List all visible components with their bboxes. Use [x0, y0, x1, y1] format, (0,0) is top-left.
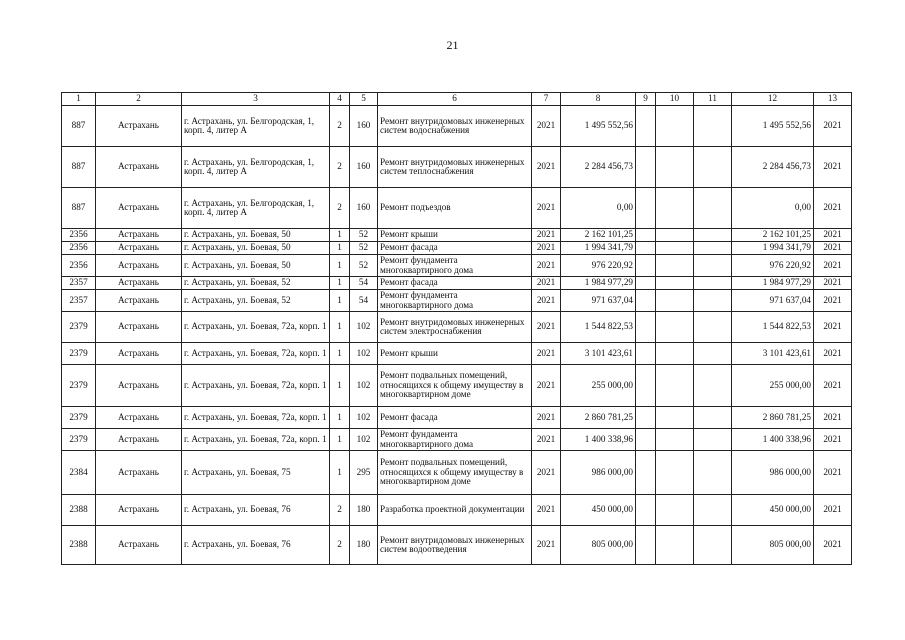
cell-year-end: 2021 [814, 290, 852, 312]
cell-col5: 102 [350, 429, 378, 451]
cell-col11 [694, 242, 732, 255]
cell-col11 [694, 106, 732, 147]
cell-col10 [656, 343, 694, 365]
cell-total: 971 637,04 [732, 290, 814, 312]
cell-col5: 180 [350, 526, 378, 565]
cell-work-type: Ремонт подвальных помещений, относящихся к общему имуществу в многоквартирном доме [378, 365, 532, 407]
cell-col4: 1 [330, 407, 350, 429]
cell-total: 1 495 552,56 [732, 106, 814, 147]
table-row [62, 229, 852, 242]
table-row [62, 407, 852, 429]
cell-year-end: 2021 [814, 365, 852, 407]
table-row [62, 495, 852, 526]
cell-year: 2021 [532, 106, 561, 147]
cell-col4: 1 [330, 277, 350, 290]
cell-municipality: Астрахань [96, 365, 182, 407]
cell-col10 [656, 290, 694, 312]
table-row [62, 526, 852, 565]
cell-col9 [636, 229, 656, 242]
cell-col4: 1 [330, 365, 350, 407]
cell-col11 [694, 526, 732, 565]
cell-total: 976 220,92 [732, 255, 814, 277]
column-number: 6 [378, 93, 532, 106]
cell-year-end: 2021 [814, 312, 852, 343]
cell-year-end: 2021 [814, 429, 852, 451]
cell-municipality: Астрахань [96, 255, 182, 277]
cell-address: г. Астрахань, ул. Белгородская, 1, корп. 4, литер А [182, 147, 330, 188]
cell-municipality: Астрахань [96, 526, 182, 565]
cell-col4: 1 [330, 343, 350, 365]
cell-year-end: 2021 [814, 106, 852, 147]
cell-col10 [656, 451, 694, 495]
cell-address: г. Астрахань, ул. Боевая, 75 [182, 451, 330, 495]
cell-year: 2021 [532, 312, 561, 343]
table-row [62, 290, 852, 312]
cell-year: 2021 [532, 429, 561, 451]
page-number: 21 [446, 38, 459, 52]
cell-municipality: Астрахань [96, 188, 182, 229]
cell-year-end: 2021 [814, 451, 852, 495]
cell-col5: 54 [350, 277, 378, 290]
cell-col4: 2 [330, 106, 350, 147]
cell-total: 2 284 456,73 [732, 147, 814, 188]
cell-municipality: Астрахань [96, 451, 182, 495]
cell-work-type: Ремонт внутридомовых инженерных систем водоснабжения [378, 106, 532, 147]
cell-total: 255 000,00 [732, 365, 814, 407]
cell-year: 2021 [532, 365, 561, 407]
table-row [62, 106, 852, 147]
cell-total: 0,00 [732, 188, 814, 229]
cell-cost: 1 994 341,79 [561, 242, 636, 255]
cell-col5: 52 [350, 242, 378, 255]
cell-address: г. Астрахань, ул. Боевая, 76 [182, 526, 330, 565]
cell-year-end: 2021 [814, 277, 852, 290]
cell-cost: 2 860 781,25 [561, 407, 636, 429]
cell-work-type: Ремонт фасада [378, 407, 532, 429]
table-row [62, 277, 852, 290]
cell-col11 [694, 365, 732, 407]
cell-year: 2021 [532, 277, 561, 290]
cell-col4: 1 [330, 255, 350, 277]
table-row [62, 429, 852, 451]
cell-col10 [656, 188, 694, 229]
cell-total: 450 000,00 [732, 495, 814, 526]
cell-col10 [656, 495, 694, 526]
cell-cost: 0,00 [561, 188, 636, 229]
cell-address: г. Астрахань, ул. Боевая, 76 [182, 495, 330, 526]
cell-address: г. Астрахань, ул. Белгородская, 1, корп. 4, литер А [182, 188, 330, 229]
cell-cost: 1 544 822,53 [561, 312, 636, 343]
cell-address: г. Астрахань, ул. Боевая, 72а, корп. 1 [182, 365, 330, 407]
cell-col9 [636, 106, 656, 147]
cell-col11 [694, 147, 732, 188]
cell-col5: 160 [350, 188, 378, 229]
cell-municipality: Астрахань [96, 495, 182, 526]
cell-total: 1 544 822,53 [732, 312, 814, 343]
cell-col9 [636, 255, 656, 277]
cell-object-id: 2388 [62, 495, 96, 526]
column-number: 10 [656, 93, 694, 106]
cell-col4: 1 [330, 312, 350, 343]
cell-cost: 971 637,04 [561, 290, 636, 312]
cell-col5: 160 [350, 106, 378, 147]
cell-object-id: 2384 [62, 451, 96, 495]
cell-col5: 160 [350, 147, 378, 188]
cell-municipality: Астрахань [96, 429, 182, 451]
cell-col10 [656, 242, 694, 255]
cell-work-type: Ремонт внутридомовых инженерных систем водоотведения [378, 526, 532, 565]
table-row [62, 312, 852, 343]
cell-col5: 102 [350, 365, 378, 407]
cell-year-end: 2021 [814, 407, 852, 429]
cell-col9 [636, 312, 656, 343]
cell-cost: 2 284 456,73 [561, 147, 636, 188]
cell-cost: 976 220,92 [561, 255, 636, 277]
column-number: 2 [96, 93, 182, 106]
cell-total: 1 400 338,96 [732, 429, 814, 451]
cell-year-end: 2021 [814, 188, 852, 229]
cell-total: 986 000,00 [732, 451, 814, 495]
cell-col9 [636, 495, 656, 526]
cell-col10 [656, 365, 694, 407]
cell-total: 2 860 781,25 [732, 407, 814, 429]
column-number: 3 [182, 93, 330, 106]
cell-object-id: 2356 [62, 255, 96, 277]
cell-col4: 2 [330, 495, 350, 526]
column-number: 1 [62, 93, 96, 106]
cell-municipality: Астрахань [96, 277, 182, 290]
cell-address: г. Астрахань, ул. Боевая, 50 [182, 242, 330, 255]
cell-col11 [694, 429, 732, 451]
cell-year: 2021 [532, 495, 561, 526]
cell-col10 [656, 147, 694, 188]
table-row [62, 147, 852, 188]
cell-col11 [694, 343, 732, 365]
cell-year-end: 2021 [814, 255, 852, 277]
cell-object-id: 2379 [62, 407, 96, 429]
cell-municipality: Астрахань [96, 229, 182, 242]
cell-object-id: 2357 [62, 277, 96, 290]
cell-work-type: Ремонт фундамента многоквартирного дома [378, 290, 532, 312]
cell-object-id: 2379 [62, 312, 96, 343]
cell-col10 [656, 229, 694, 242]
cell-year: 2021 [532, 229, 561, 242]
cell-cost: 1 495 552,56 [561, 106, 636, 147]
cell-object-id: 2388 [62, 526, 96, 565]
cell-municipality: Астрахань [96, 290, 182, 312]
cell-col9 [636, 188, 656, 229]
cell-col4: 2 [330, 188, 350, 229]
table-row [62, 242, 852, 255]
cell-work-type: Ремонт фасада [378, 277, 532, 290]
cell-year-end: 2021 [814, 526, 852, 565]
cell-col5: 295 [350, 451, 378, 495]
cell-address: г. Астрахань, ул. Боевая, 72а, корп. 1 [182, 407, 330, 429]
cell-municipality: Астрахань [96, 147, 182, 188]
cell-col11 [694, 451, 732, 495]
cell-col5: 102 [350, 312, 378, 343]
table-row [62, 343, 852, 365]
cell-year: 2021 [532, 451, 561, 495]
cell-col10 [656, 277, 694, 290]
cell-cost: 2 162 101,25 [561, 229, 636, 242]
column-number: 13 [814, 93, 852, 106]
cell-work-type: Ремонт крыши [378, 229, 532, 242]
cell-work-type: Ремонт внутридомовых инженерных систем электроснабжения [378, 312, 532, 343]
cell-address: г. Астрахань, ул. Белгородская, 1, корп. 4, литер А [182, 106, 330, 147]
cell-total: 1 984 977,29 [732, 277, 814, 290]
cell-municipality: Астрахань [96, 343, 182, 365]
cell-cost: 1 984 977,29 [561, 277, 636, 290]
cell-col11 [694, 255, 732, 277]
cell-year: 2021 [532, 147, 561, 188]
cell-col9 [636, 407, 656, 429]
column-number: 8 [561, 93, 636, 106]
cell-col11 [694, 407, 732, 429]
cell-object-id: 2379 [62, 429, 96, 451]
cell-total: 3 101 423,61 [732, 343, 814, 365]
cell-col9 [636, 429, 656, 451]
cell-col10 [656, 255, 694, 277]
cell-address: г. Астрахань, ул. Боевая, 50 [182, 255, 330, 277]
cell-work-type: Разработка проектной документации [378, 495, 532, 526]
cell-col11 [694, 229, 732, 242]
cell-col10 [656, 407, 694, 429]
cell-municipality: Астрахань [96, 106, 182, 147]
cell-year-end: 2021 [814, 495, 852, 526]
cell-col4: 1 [330, 451, 350, 495]
cell-col9 [636, 242, 656, 255]
column-number: 7 [532, 93, 561, 106]
cell-total: 2 162 101,25 [732, 229, 814, 242]
cell-col10 [656, 312, 694, 343]
cell-col4: 1 [330, 242, 350, 255]
cell-year-end: 2021 [814, 229, 852, 242]
cell-year: 2021 [532, 407, 561, 429]
cell-address: г. Астрахань, ул. Боевая, 72а, корп. 1 [182, 343, 330, 365]
cell-work-type: Ремонт подъездов [378, 188, 532, 229]
cell-cost: 3 101 423,61 [561, 343, 636, 365]
cell-cost: 986 000,00 [561, 451, 636, 495]
cell-col5: 102 [350, 407, 378, 429]
cell-work-type: Ремонт фундамента многоквартирного дома [378, 255, 532, 277]
cell-year: 2021 [532, 526, 561, 565]
cell-work-type: Ремонт фундамента многоквартирного дома [378, 429, 532, 451]
cell-col9 [636, 147, 656, 188]
column-number-row [62, 93, 852, 106]
cell-col9 [636, 451, 656, 495]
cell-work-type: Ремонт крыши [378, 343, 532, 365]
cell-year-end: 2021 [814, 343, 852, 365]
cell-col10 [656, 526, 694, 565]
cell-municipality: Астрахань [96, 312, 182, 343]
column-number: 9 [636, 93, 656, 106]
cell-year: 2021 [532, 255, 561, 277]
cell-object-id: 2379 [62, 365, 96, 407]
cell-object-id: 2356 [62, 242, 96, 255]
cell-object-id: 887 [62, 188, 96, 229]
cell-municipality: Астрахань [96, 242, 182, 255]
cell-municipality: Астрахань [96, 407, 182, 429]
cell-col5: 102 [350, 343, 378, 365]
cell-col4: 2 [330, 526, 350, 565]
cell-col5: 52 [350, 229, 378, 242]
repair-register-table [61, 92, 852, 565]
cell-col9 [636, 343, 656, 365]
cell-address: г. Астрахань, ул. Боевая, 72а, корп. 1 [182, 429, 330, 451]
cell-year: 2021 [532, 290, 561, 312]
cell-col11 [694, 495, 732, 526]
cell-work-type: Ремонт внутридомовых инженерных систем теплоснабжения [378, 147, 532, 188]
column-number: 5 [350, 93, 378, 106]
cell-col11 [694, 290, 732, 312]
cell-col5: 180 [350, 495, 378, 526]
cell-address: г. Астрахань, ул. Боевая, 52 [182, 277, 330, 290]
cell-col10 [656, 429, 694, 451]
cell-object-id: 887 [62, 147, 96, 188]
cell-address: г. Астрахань, ул. Боевая, 52 [182, 290, 330, 312]
cell-total: 1 994 341,79 [732, 242, 814, 255]
cell-col4: 1 [330, 429, 350, 451]
table-row [62, 255, 852, 277]
cell-col11 [694, 277, 732, 290]
cell-year-end: 2021 [814, 147, 852, 188]
cell-col11 [694, 188, 732, 229]
column-number: 4 [330, 93, 350, 106]
table-row [62, 451, 852, 495]
cell-year-end: 2021 [814, 242, 852, 255]
cell-work-type: Ремонт фасада [378, 242, 532, 255]
cell-total: 805 000,00 [732, 526, 814, 565]
cell-col9 [636, 290, 656, 312]
cell-col11 [694, 312, 732, 343]
cell-col4: 2 [330, 147, 350, 188]
cell-cost: 450 000,00 [561, 495, 636, 526]
column-number: 11 [694, 93, 732, 106]
column-number: 12 [732, 93, 814, 106]
cell-col10 [656, 106, 694, 147]
cell-col5: 52 [350, 255, 378, 277]
cell-year: 2021 [532, 188, 561, 229]
cell-col9 [636, 365, 656, 407]
cell-col9 [636, 277, 656, 290]
cell-object-id: 887 [62, 106, 96, 147]
cell-work-type: Ремонт подвальных помещений, относящихся к общему имуществу в многоквартирном доме [378, 451, 532, 495]
cell-object-id: 2357 [62, 290, 96, 312]
table-row [62, 188, 852, 229]
cell-cost: 255 000,00 [561, 365, 636, 407]
cell-year: 2021 [532, 242, 561, 255]
cell-cost: 805 000,00 [561, 526, 636, 565]
cell-col4: 1 [330, 229, 350, 242]
cell-col5: 54 [350, 290, 378, 312]
cell-col4: 1 [330, 290, 350, 312]
table-row [62, 365, 852, 407]
cell-col9 [636, 526, 656, 565]
cell-object-id: 2356 [62, 229, 96, 242]
cell-address: г. Астрахань, ул. Боевая, 72а, корп. 1 [182, 312, 330, 343]
cell-address: г. Астрахань, ул. Боевая, 50 [182, 229, 330, 242]
cell-object-id: 2379 [62, 343, 96, 365]
cell-year: 2021 [532, 343, 561, 365]
cell-cost: 1 400 338,96 [561, 429, 636, 451]
